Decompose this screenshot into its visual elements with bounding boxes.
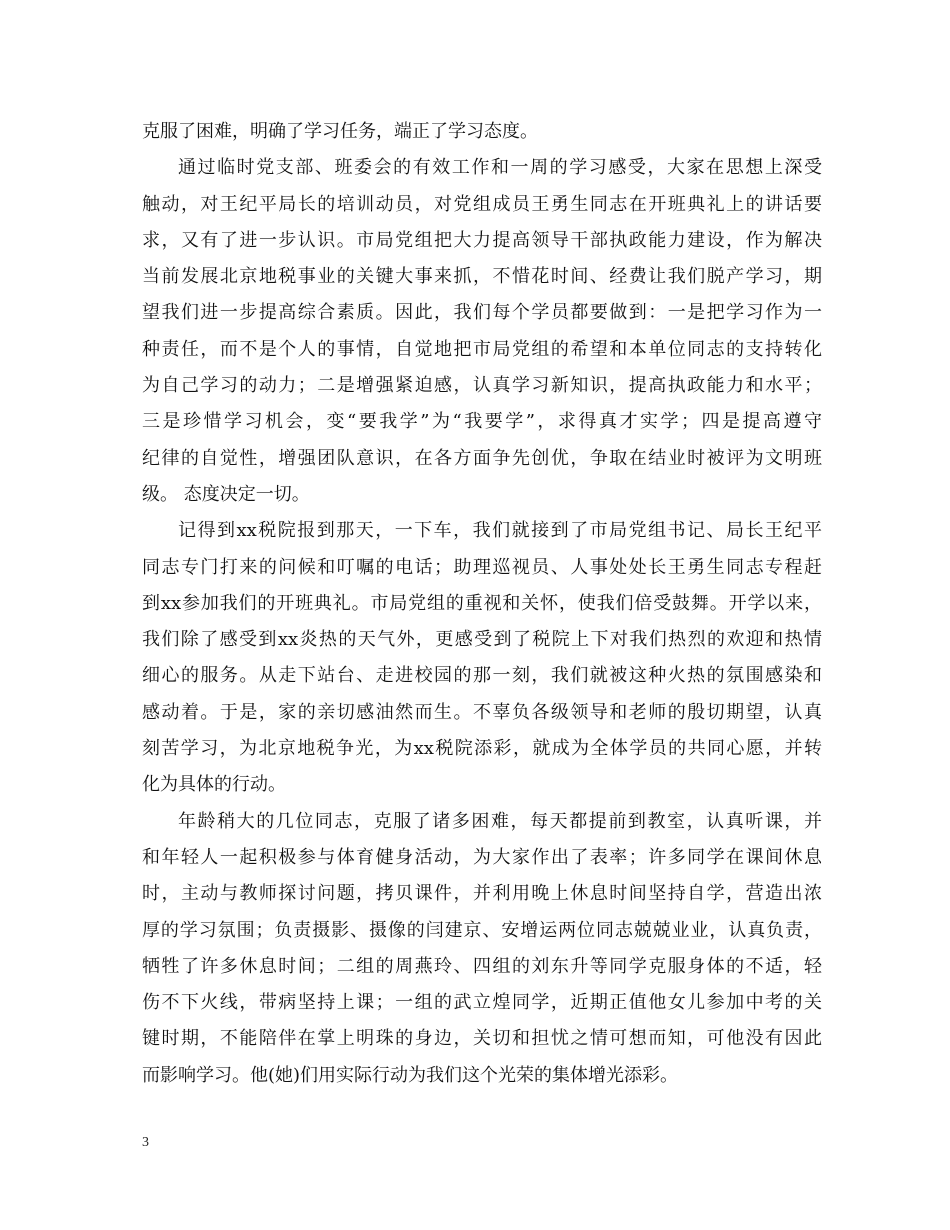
text-line: 而影响学习。他(她)们用实际行动为我们这个光荣的集体增光添彩。 bbox=[142, 1064, 679, 1086]
text-line: 感动着。于是，家的亲切感油然而生。不辜负各级领导和老师的殷切期望，认真 bbox=[142, 701, 822, 723]
text-line: 当前发展北京地税事业的关键大事来抓，不惜花时间、经费让我们脱产学习，期 bbox=[142, 266, 822, 288]
page-number: 3 bbox=[142, 1135, 149, 1150]
text-line: 求，又有了进一步认识。市局党组把大力提高领导干部执政能力建设，作为解决 bbox=[142, 229, 822, 251]
text-line: 级。 态度决定一切。 bbox=[142, 483, 310, 505]
text-line: 克服了困难，明确了学习任务，端正了学习态度。 bbox=[142, 121, 538, 142]
text-line: 同志专门打来的问候和叮嘱的电话；助理巡视员、人事处处长王勇生同志专程赶 bbox=[142, 556, 822, 578]
text-line: 纪律的自觉性，增强团队意识，在各方面争先创优，争取在结业时被评为文明班 bbox=[142, 447, 822, 469]
text-line: 时，主动与教师探讨问题，拷贝课件，并利用晚上休息时间坚持自学，营造出浓 bbox=[142, 883, 822, 905]
paragraph-first-line: 通过临时党支部、班委会的有效工作和一周的学习感受，大家在思想上深受 bbox=[178, 157, 822, 179]
text-line: 种责任，而不是个人的事情，自觉地把市局党组的希望和本单位同志的支持转化 bbox=[142, 338, 822, 360]
text-line: 键时期，不能陪伴在掌上明珠的身边，关切和担忧之情可想而知，可他没有因此 bbox=[142, 1028, 822, 1050]
text-line: 触动，对王纪平局长的培训动员，对党组成员王勇生同志在开班典礼上的讲话要 bbox=[142, 193, 822, 215]
paragraph-first-line: 年龄稍大的几位同志，克服了诸多困难，每天都提前到教室，认真听课，并 bbox=[178, 810, 822, 832]
text-line: 和年轻人一起积极参与体育健身活动，为大家作出了表率；许多同学在课间休息 bbox=[142, 846, 822, 868]
text-line: 牺牲了许多休息时间；二组的周燕玲、四组的刘东升等同学克服身体的不适，轻 bbox=[142, 955, 822, 977]
text-line: 化为具体的行动。 bbox=[142, 774, 286, 796]
paragraph-first-line: 记得到xx税院报到那天，一下车，我们就接到了市局党组书记、局长王纪平 bbox=[178, 520, 822, 542]
text-line: 厚的学习氛围；负责摄影、摄像的闫建京、安增运两位同志兢兢业业，认真负责， bbox=[142, 919, 822, 941]
text-line: 细心的服务。从走下站台、走进校园的那一刻，我们就被这种火热的氛围感染和 bbox=[142, 665, 822, 687]
text-line: 到xx参加我们的开班典礼。市局党组的重视和关怀，使我们倍受鼓舞。开学以来， bbox=[142, 592, 822, 614]
text-line: 望我们进一步提高综合素质。因此，我们每个学员都要做到：一是把学习作为一 bbox=[142, 302, 822, 324]
text-line: 我们除了感受到xx炎热的天气外，更感受到了税院上下对我们热烈的欢迎和热情 bbox=[142, 629, 822, 651]
text-line: 为自己学习的动力；二是增强紧迫感，认真学习新知识，提高执政能力和水平； bbox=[142, 375, 822, 397]
document-body bbox=[142, 114, 822, 1094]
text-line: 伤不下火线，带病坚持上课；一组的武立煌同学，近期正值他女儿参加中考的关 bbox=[142, 992, 822, 1014]
text-line: 三是珍惜学习机会，变“要我学”为“我要学”，求得真才实学；四是提高遵守 bbox=[142, 411, 822, 433]
text-line: 刻苦学习，为北京地税争光，为xx税院添彩，就成为全体学员的共同心愿，并转 bbox=[142, 738, 822, 760]
